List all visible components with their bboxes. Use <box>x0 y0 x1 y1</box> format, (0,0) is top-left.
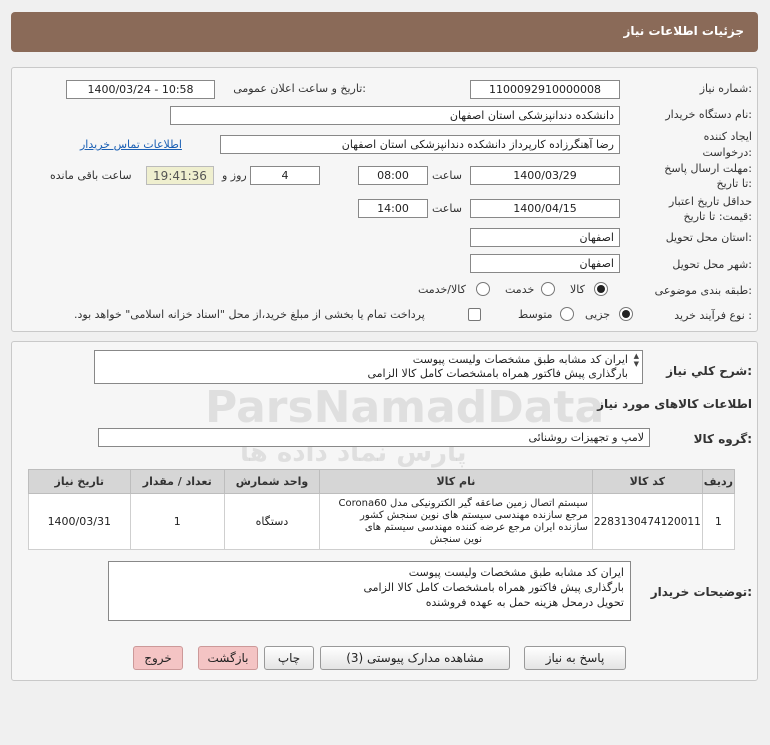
creator-label-line1: ایجاد کننده <box>703 130 752 143</box>
col-header-name: نام کالا <box>319 470 592 494</box>
category-radio-service[interactable] <box>541 282 555 296</box>
buyer-org-field: دانشکده دندانپزشکی استان اصفهان <box>170 106 620 125</box>
cell-unit: دستگاه <box>225 494 320 550</box>
cell-name-line: مرجع سازنده مهندسی سیستم های نوین سنجش کشور <box>360 509 588 521</box>
buyer-contact-link[interactable]: اطلاعات تماس خریدار <box>80 138 182 151</box>
deadline-time-label: ساعت <box>432 169 462 182</box>
col-header-date: تاریخ نیاز <box>29 470 131 494</box>
cell-name-line: سیستم اتصال زمین صاعقه گیر الکترونیکی مدل Corona60 <box>338 497 588 509</box>
scroll-arrows-icon[interactable]: ▲ ▼ <box>633 352 639 368</box>
process-radio-medium[interactable] <box>560 307 574 321</box>
col-header-row: ردیف <box>702 470 734 494</box>
payment-checkbox[interactable] <box>468 308 481 321</box>
cell-name <box>319 494 592 550</box>
buyer-notes-line: بارگذاری پیش فاکتور همراه بامشخصات کامل کالا الزامی <box>363 581 624 594</box>
creator-field: رضا آهنگرزاده کارپرداز دانشکده دندانپزشکی استان اصفهان <box>220 135 620 154</box>
province-label: استان محل تحویل: <box>665 231 752 244</box>
category-option-goods: کالا <box>570 283 585 296</box>
buyer-notes-line: تحویل درمحل هزینه حمل به عهده فروشنده <box>425 596 624 609</box>
page-header <box>11 12 758 52</box>
goods-section-title: اطلاعات کالاهای مورد نیاز <box>597 397 752 411</box>
cell-name-line: سازنده ایران مرجع عرضه کننده مهندسی سیستم های <box>364 521 588 533</box>
validity-time-label: ساعت <box>432 202 462 215</box>
days-field: 4 <box>250 166 320 185</box>
summary-label: شرح کلي نياز: <box>666 364 752 378</box>
cell-name-line: نوین سنجش <box>429 533 482 545</box>
deadline-label-line1: مهلت ارسال پاسخ: <box>664 162 752 175</box>
validity-label-line2: قیمت: تا تاریخ: <box>683 210 752 223</box>
remaining-label: ساعت باقی مانده <box>50 169 132 182</box>
payment-note: پرداخت تمام یا بخشی از مبلغ خرید،از محل "اسناد خزانه اسلامی" خواهد بود. <box>74 308 425 321</box>
deadline-date-field: 1400/03/29 <box>470 166 620 185</box>
city-label: شهر محل تحویل: <box>672 258 752 271</box>
buyer-notes-label: توضیحات خریدار: <box>650 585 752 599</box>
table-row[interactable] <box>29 494 735 550</box>
category-label: طبقه بندی موضوعی: <box>654 284 752 297</box>
summary-textarea[interactable] <box>94 350 643 384</box>
validity-time-field: 14:00 <box>358 199 428 218</box>
process-label: نوع فرآیند خرید : <box>674 309 752 322</box>
reply-button[interactable]: پاسخ به نیاز <box>524 646 626 670</box>
goods-table-wrap <box>28 469 735 550</box>
category-radio-goods-service[interactable] <box>476 282 490 296</box>
category-option-goods-service: کالا/خدمت <box>418 283 466 296</box>
validity-label-line1: حداقل تاریخ اعتبار <box>668 195 752 208</box>
announce-label: تاریخ و ساعت اعلان عمومی: <box>233 82 366 95</box>
exit-button[interactable]: خروج <box>133 646 183 670</box>
category-option-service: خدمت <box>505 283 535 296</box>
province-field: اصفهان <box>470 228 620 247</box>
process-option-minor: جزیی <box>585 308 611 321</box>
cell-code: 2283130474120011 <box>592 494 702 550</box>
need-number-label: شماره نیاز: <box>699 82 752 95</box>
deadline-label-line2: تا تاریخ: <box>716 177 752 190</box>
page-title: جزئیات اطلاعات نیاز <box>623 24 744 38</box>
cell-date: 1400/03/31 <box>29 494 131 550</box>
cell-qty: 1 <box>130 494 224 550</box>
print-button[interactable]: چاپ <box>264 646 314 670</box>
buyer-notes-line: ایران کد مشابه طبق مشخصات ولیست پیوست <box>408 566 624 579</box>
view-documents-button[interactable]: مشاهده مدارک پیوستی (3) <box>320 646 510 670</box>
announce-field: 1400/03/24 - 10:58 <box>66 80 215 99</box>
category-radio-goods[interactable] <box>594 282 608 296</box>
process-radio-minor[interactable] <box>619 307 633 321</box>
summary-line: ایران کد مشابه طبق مشخصات ولیست پیوست <box>412 353 628 366</box>
summary-line: بارگذاری پیش فاکتور همراه بامشخصات کامل کالا الزامی <box>367 367 628 380</box>
goods-group-label: گروه کالا: <box>693 432 752 446</box>
remaining-time: 19:41:36 <box>146 166 214 185</box>
validity-date-field: 1400/04/15 <box>470 199 620 218</box>
col-header-unit: واحد شمارش <box>225 470 320 494</box>
need-number-field: 1100092910000008 <box>470 80 620 99</box>
table-header-row <box>29 470 735 494</box>
goods-table <box>28 469 735 550</box>
back-button[interactable]: بازگشت <box>198 646 258 670</box>
creator-label-line2: درخواست: <box>702 146 752 159</box>
buyer-org-label: نام دستگاه خریدار: <box>665 108 752 121</box>
buyer-notes-box <box>108 561 631 621</box>
deadline-time-field: 08:00 <box>358 166 428 185</box>
city-field: اصفهان <box>470 254 620 273</box>
col-header-qty: تعداد / مقدار <box>130 470 224 494</box>
cell-row: 1 <box>702 494 734 550</box>
process-option-medium: متوسط <box>518 308 553 321</box>
days-label: روز و <box>222 169 247 182</box>
goods-group-field: لامپ و تجهیزات روشنائی <box>98 428 650 447</box>
col-header-code: کد کالا <box>592 470 702 494</box>
